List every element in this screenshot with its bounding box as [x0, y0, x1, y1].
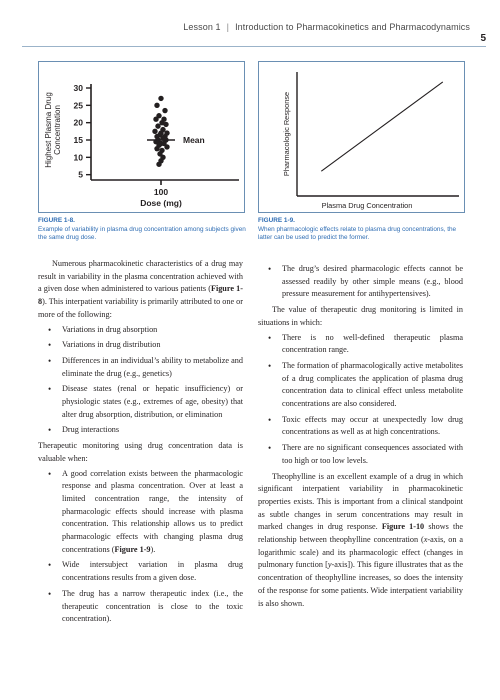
- list-item: • There are no significant consequences associated with too high or too low levels.: [282, 442, 463, 467]
- data-point: [154, 103, 159, 108]
- bullet-list: [38, 468, 243, 626]
- data-point: [154, 146, 159, 151]
- list-item: • Drug interactions: [62, 424, 243, 437]
- text: shows the relationship between theophylline concentration (: [258, 522, 463, 545]
- y-tick-label: 15: [73, 135, 83, 145]
- axis-name: y: [327, 560, 332, 570]
- y-tick-label: 25: [73, 100, 83, 111]
- figure-reference: Figure 1-8: [38, 284, 243, 307]
- list-item: • Variations in drug absorption: [62, 324, 243, 337]
- list-item: • The drug’s desired pharmacologic effects cannot be assessed readily by other simple means (e.g., blood pressure measurement for antihypertensives).: [282, 263, 463, 301]
- axis-name: x: [423, 535, 428, 545]
- text: -axis]). This figure illustrates that as the concentration of theophylline increases, so does the intensity of the response for some patients. Wide interpatient variability is also shown.: [258, 560, 463, 608]
- x-axis-label: Dose (mg): [140, 198, 182, 208]
- figure-1-9-caption: [258, 217, 468, 243]
- paragraph: [258, 471, 463, 611]
- figure-1-9: [258, 61, 465, 213]
- x-axis-label: Plasma Drug Concentration: [321, 201, 413, 210]
- paragraph: [38, 258, 243, 322]
- data-point: [153, 117, 158, 122]
- figure-reference: Figure 1-9: [114, 544, 151, 554]
- text: -axis, on a logarithmic scale) and its pharmacologic effect (changes in pulmonary function [: [258, 535, 463, 570]
- caption-title: FIGURE 1-9.: [258, 217, 295, 224]
- data-point: [156, 162, 161, 167]
- data-point: [152, 129, 157, 134]
- y-axis-label-line1: Highest Plasma Drug: [44, 92, 53, 168]
- list-item: • Variations in drug distribution: [62, 339, 243, 352]
- paragraph: The value of therapeutic drug monitoring is limited in situations in which:: [258, 305, 463, 327]
- bullet-list: [258, 263, 463, 301]
- y-axis-label-line2: Concentration: [53, 105, 62, 155]
- text: Numerous pharmacokinetic characteristics of a drug may result in variability in the plasma concentration achieved with a given dose when administered to various patients (: [38, 259, 243, 294]
- y-tick-label: 30: [73, 83, 83, 93]
- header-separator: |: [226, 22, 230, 32]
- line-chart: [259, 62, 464, 212]
- header-rule: [22, 46, 486, 47]
- response-line: [321, 82, 443, 171]
- caption-title: FIGURE 1-8.: [38, 217, 75, 224]
- lesson-label: Lesson 1: [183, 22, 221, 32]
- page-number: 5: [480, 33, 486, 44]
- y-axis-label: Pharmacologic Response: [282, 91, 291, 177]
- list-item: • Disease states (renal or hepatic insufficiency) or physiologic states (e.g., extremes of age, obesity) that alter drug absorption, distribution, or elimination: [62, 383, 243, 421]
- y-tick-label: 10: [73, 152, 83, 163]
- text: ).: [150, 544, 156, 554]
- data-point: [155, 123, 160, 128]
- left-column: [38, 258, 243, 629]
- y-ticks: [74, 83, 91, 180]
- text: ). This interpatient variability is primarily attributed to one or more of the following:: [38, 297, 243, 319]
- list-item: [62, 468, 243, 557]
- text: A good correlation exists between the pharmacologic response and plasma concentration. Over at least a limited concentration range, the intensity of pharmacologic effects should increase with plasma concentration. This relationship allows us to predict pharmacologic effects with changing plasma drug concentrations (: [62, 468, 243, 554]
- paragraph: Therapeutic monitoring using drug concentration data is valuable when:: [38, 441, 243, 463]
- y-tick-label: 5: [78, 169, 83, 180]
- list-item: • Toxic effects may occur at unexpectedly low drug concentrations as well as at high concentrations.: [282, 414, 463, 439]
- list-item: • Wide intersubject variation in plasma drug concentrations results from a given dose.: [62, 559, 243, 584]
- y-axis-label: [44, 92, 62, 168]
- text: Theophylline is an excellent example of a drug in which significant interpatient variability in pharmacokinetic properties exists. This is important from a clinical standpoint as subtle changes in serum concentrations may result in marked changes in drug response.: [258, 471, 463, 532]
- data-point: [164, 144, 169, 149]
- figure-1-8-caption: [38, 217, 248, 243]
- x-tick-label: 100: [153, 187, 169, 197]
- scatter-chart: [39, 62, 244, 212]
- figure-1-8: [38, 61, 245, 213]
- bullet-list: [258, 332, 463, 468]
- data-point: [163, 122, 168, 127]
- caption-text: Example of variability in plasma drug concentration among subjects given the same drug dose.: [38, 225, 246, 242]
- data-points: [152, 96, 169, 167]
- running-head: [183, 22, 470, 32]
- figure-reference: Figure 1-10: [381, 522, 425, 532]
- list-item: • There is no well-defined therapeutic plasma concentration range.: [282, 332, 463, 357]
- list-item: • Differences in an individual’s ability to metabolize and eliminate the drug (e.g., genetics): [62, 355, 243, 380]
- bullet-list: [38, 324, 243, 438]
- page-header: [0, 0, 500, 44]
- list-item: • The formation of pharmacologically active metabolites of a drug complicates the application of plasma drug concentration data to clinical effect unless metabolite concentrations are also considered.: [282, 360, 463, 411]
- mean-label: Mean: [183, 135, 205, 145]
- caption-text: When pharmacologic effects relate to plasma drug concentrations, the latter can be used to predict the former.: [258, 225, 457, 242]
- right-column: [258, 263, 463, 610]
- data-point: [162, 108, 167, 113]
- y-tick-label: 20: [73, 117, 83, 128]
- lesson-title: Introduction to Pharmacokinetics and Pharmacodynamics: [235, 22, 470, 32]
- list-item: • The drug has a narrow therapeutic index (i.e., the therapeutic concentration is close to the toxic concentration).: [62, 588, 243, 626]
- data-point: [158, 96, 163, 101]
